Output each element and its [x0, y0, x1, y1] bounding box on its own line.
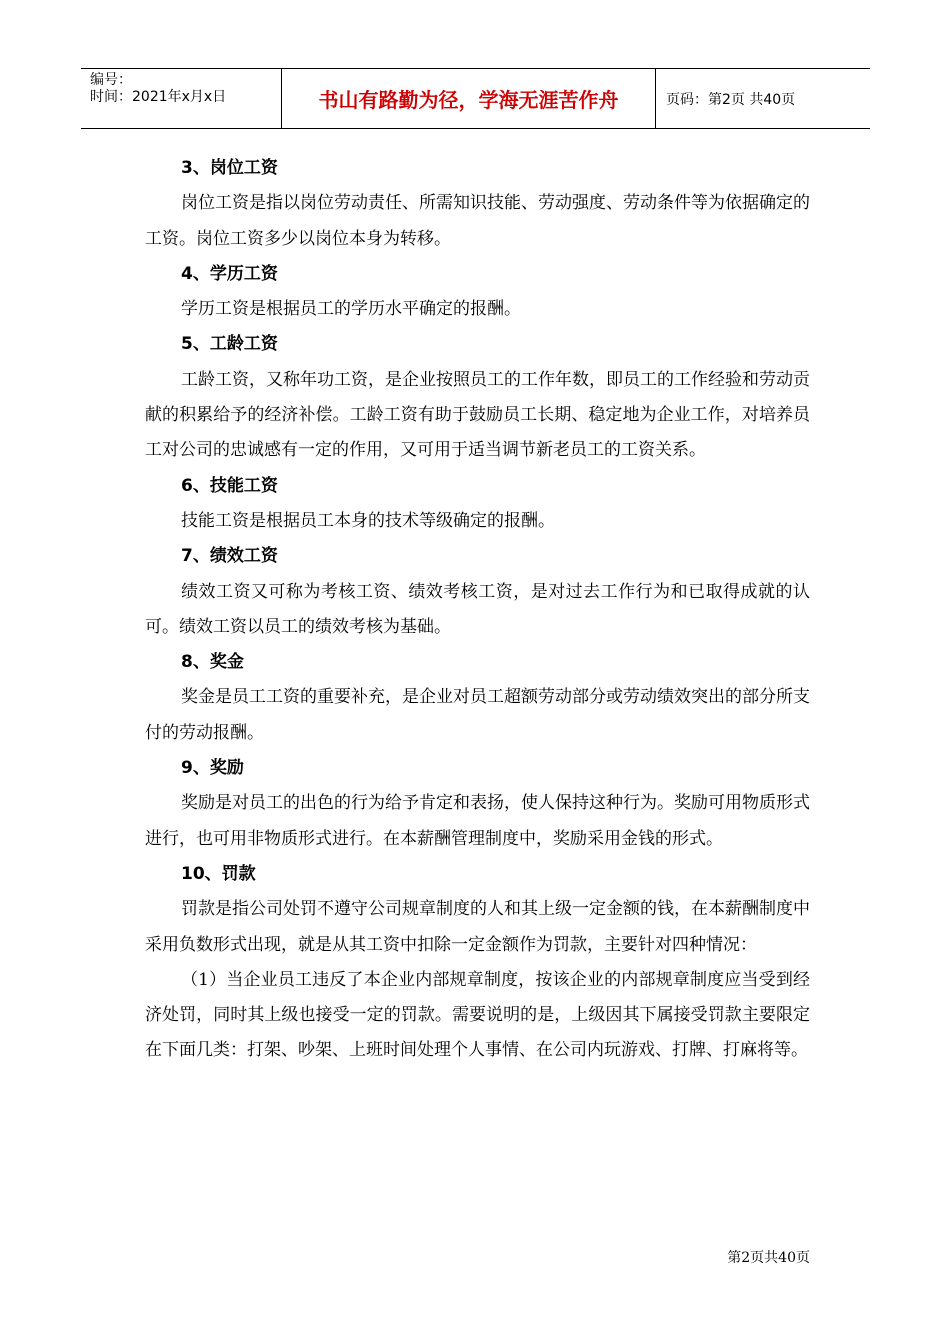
- section-heading: 4、学历工资: [181, 263, 278, 284]
- section-paragraph: 罚款是指公司处罚不遵守公司规章制度的人和其上级一定金额的钱，在本薪酬制度中采用负数形式出现，就是从其工资中扣除一定金额作为罚款，主要针对四种情况：: [145, 899, 810, 955]
- page-footer: 第2页共40页: [727, 1250, 810, 1266]
- section-heading: 9、奖励: [181, 758, 244, 779]
- section-paragraph: 奖金是员工工资的重要补充，是企业对员工超额劳动部分或劳动绩效突出的部分所支付的劳动报酬。: [145, 687, 810, 743]
- section-heading: 7、绩效工资: [181, 546, 278, 567]
- section-heading: 10、罚款: [181, 863, 256, 884]
- section-paragraph: 奖励是对员工的出色的行为给予肯定和表扬，使人保持这种行为。奖励可用物质形式进行，也可用非物质形式进行。在本薪酬管理制度中，奖励采用金钱的形式。: [145, 793, 810, 849]
- section-heading: 8、奖金: [181, 652, 244, 673]
- header-meta: [81, 69, 282, 128]
- section-paragraph: 绩效工资又可称为考核工资、绩效考核工资，是对过去工作行为和已取得成就的认可。绩效工资以员工的绩效考核为基础。: [145, 581, 810, 637]
- document-number-label: 编号：: [90, 72, 132, 88]
- section-paragraph: 岗位工资是指以岗位劳动责任、所需知识技能、劳动强度、劳动条件等为依据确定的工资。岗位工资多少以岗位本身为转移。: [145, 193, 810, 249]
- document-body: [145, 151, 810, 1069]
- document-time-label: 时间：2021年x月x日: [90, 89, 227, 105]
- section-paragraph: 学历工资是根据员工的学历水平确定的报酬。: [181, 299, 521, 320]
- section-heading: 6、技能工资: [181, 475, 278, 496]
- section-heading: 5、工龄工资: [181, 334, 278, 355]
- list-item: （1）当企业员工违反了本企业内部规章制度，按该企业的内部规章制度应当受到经济处罚，同时其上级也接受一定的罚款。需要说明的是，上级因其下属接受罚款主要限定在下面几类：打架、吵架、上班时间处理个人事情、在公司内玩游戏、打牌、打麻将等。: [145, 969, 810, 1061]
- header-page-label: 页码：第2页 共40页: [666, 91, 796, 108]
- page-header: [81, 68, 870, 129]
- section-paragraph: 工龄工资，又称年功工资，是企业按照员工的工作年数，即员工的工作经验和劳动贡献的积累给予的经济补偿。工龄工资有助于鼓励员工长期、稳定地为企业工作，对培养员工对公司的忠诚感有一定的作用，又可用于适当调节新老员工的工资关系。: [145, 369, 810, 461]
- section-paragraph: 技能工资是根据员工本身的技术等级确定的报酬。: [181, 510, 555, 531]
- header-motto: 书山有路勤为径，学海无涯苦作舟: [282, 69, 656, 128]
- section-heading: 3、岗位工资: [181, 158, 278, 178]
